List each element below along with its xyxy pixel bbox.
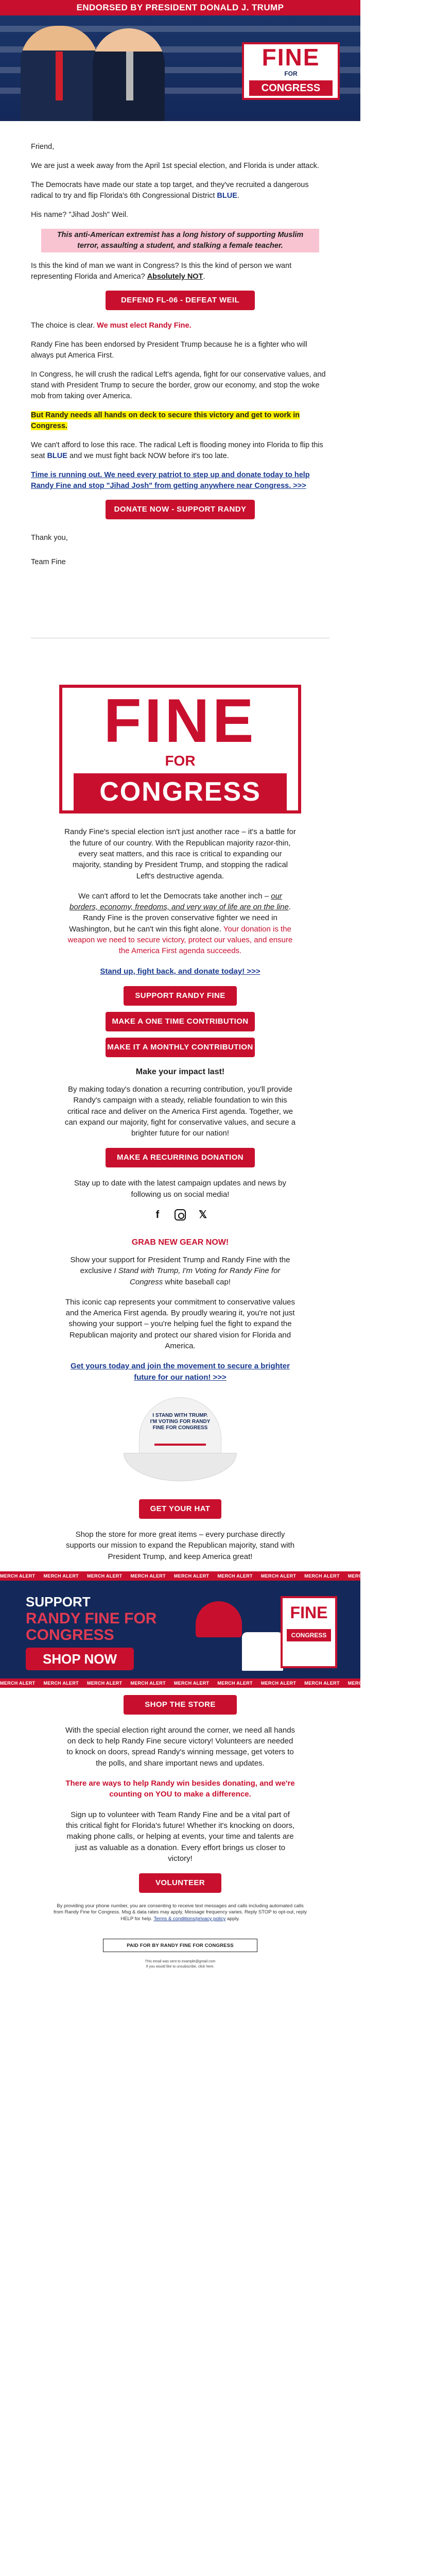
footer-unsubscribe[interactable]: If you would like to unsubscribe, click here. [146, 1965, 215, 1969]
merch-alert: MERCH ALERT [43, 1680, 79, 1686]
fine-for-congress-large-logo [59, 685, 301, 814]
paragraph: This iconic cap represents your commitment to conservative values and the America First agenda. By proudly wearing it, you're not just showing your support – you're helping fuel the fight to expand the Republican majority and protect our shared vision for Florida and America. [65, 1297, 295, 1351]
highlight-pink: This anti-American extremist has a long history of supporting Muslim terror, assaulting a student, and stalking a female teacher. [41, 229, 319, 252]
bold-text: Absolutely NOT [147, 273, 203, 281]
paragraph [64, 966, 296, 977]
red-tie [56, 52, 63, 100]
text: We can't afford to lose this race. The radical Left is flooding money into Florida to flip this seat [31, 441, 323, 461]
donate-link[interactable]: Stand up, fight back, and donate today! >>> [100, 967, 260, 976]
italic-text: I Stand with Trump, I'm Voting for Randy Fine for Congress [114, 1266, 281, 1286]
text: The Democrats have made our state a top target, and they've recruited a dangerous radical to try and flip Florida's 6th Congressional District [31, 181, 309, 200]
store-body [0, 1529, 360, 1562]
logo-fine: FINE [103, 686, 257, 756]
blue-text: BLUE [217, 192, 237, 200]
paragraph [31, 470, 329, 492]
blue-text: BLUE [47, 452, 67, 461]
paragraph [64, 1778, 296, 1800]
merch-shop-now[interactable]: SHOP NOW [26, 1648, 134, 1670]
signature: Team Fine [31, 558, 66, 567]
text: By providing your phone number, you are consenting to receive text messages and calls including automated calls from Randy Fine for Congress. Msg & data rates may apply. Message frequency varies. Reply STOP to opt-out, reply HELP for help. [53, 1903, 307, 1922]
merch-alert: MERCH ALERT [86, 1573, 123, 1579]
gear-body [0, 1255, 360, 1383]
merch-alert: MERCH ALERT [43, 1573, 79, 1579]
red-text: We must elect Randy Fine. [97, 321, 192, 330]
paragraph [64, 1255, 296, 1287]
paragraph: We are just a week away from the April 1st special election, and Florida is under attack. [31, 162, 319, 171]
shop-the-store-button[interactable]: SHOP THE STORE [124, 1695, 237, 1715]
paragraph [31, 180, 329, 201]
merch-support-text: SUPPORT [26, 1594, 91, 1609]
merch-alert-strip-bottom [0, 1679, 427, 1688]
merch-alert: MERCH ALERT [260, 1573, 297, 1579]
merch-alert: MERCH ALERT [304, 1573, 340, 1579]
cap-stripe [154, 1444, 206, 1446]
merch-alert: MERCH ALERT [217, 1680, 253, 1686]
logo-for: FOR [284, 70, 298, 77]
hero-image [0, 15, 360, 121]
merch-alert: MERCH ALERT [347, 1573, 384, 1579]
footer-email: This email was sent to example@gmail.com [145, 1960, 216, 1964]
paragraph: Shop the store for more great items – every purchase directly supports our mission to expand the Republican majority, stand with President Trump, and keep America great! [65, 1530, 295, 1561]
text: The choice is clear. [31, 321, 97, 330]
fine-print [0, 1903, 360, 1922]
impact-body-wrap [0, 1084, 360, 1139]
merch-alert: MERCH ALERT [0, 1680, 36, 1686]
paragraph: His name? "Jihad Josh" Weil. [31, 211, 128, 219]
red-text: Your donation is the weapon we need to secure victory, protect our values, and ensure the America First agenda succeeds. [67, 924, 293, 956]
social-links [0, 1209, 360, 1221]
text: . [203, 273, 205, 281]
merch-alert: MERCH ALERT [391, 1680, 427, 1686]
lower-body [0, 826, 360, 977]
merch-banner[interactable] [0, 1571, 427, 1688]
recurring-donation-button[interactable]: MAKE A RECURRING DONATION [106, 1148, 255, 1167]
stay-wrap [0, 1178, 360, 1200]
logo-congress: CONGRESS [74, 773, 287, 810]
logo-for: FOR [165, 753, 196, 769]
text: . [237, 192, 239, 200]
terms-link[interactable]: Terms & conditions/privacy policy [153, 1916, 226, 1922]
gear-heading: GRAB NEW GEAR NOW! [131, 1238, 229, 1247]
paragraph [31, 261, 329, 282]
impact-paragraph: By making today's donation a recurring contribution, you'll provide Randy's campaign with a steady, reliable foundation to win this critical race and deliver on the America First agenda. Together, we can expand our majority, fight for conservative values, and secure a brighter future for our nation! [64, 1084, 296, 1138]
text: We can't afford to let the Democrats take another inch – [78, 891, 271, 901]
sign-fine: FINE [290, 1603, 328, 1622]
logo-congress: CONGRESS [249, 80, 333, 96]
volunteer-body [0, 1725, 360, 1864]
paragraph [31, 320, 329, 331]
text: apply. [225, 1916, 240, 1922]
support-randy-fine-button[interactable]: SUPPORT RANDY FINE [124, 986, 237, 1006]
merch-alert: MERCH ALERT [130, 1680, 166, 1686]
merch-alert: MERCH ALERT [130, 1573, 166, 1579]
defend-fl06-button[interactable]: DEFEND FL-06 - DEFEAT WEIL [106, 291, 255, 310]
volunteer-button[interactable]: VOLUNTEER [139, 1873, 221, 1893]
paragraph: Sign up to volunteer with Team Randy Fine and be a vital part of this critical fight for Florida's future! Whether it's knocking on doors, making phone calls, or helping at events, your time and talents are just as valuable as a donation. Every effort brings us closer to victory! [65, 1810, 295, 1863]
red-text: There are ways to help Randy win besides donating, and we're counting on YOU to make a difference. [65, 1779, 295, 1799]
get-your-hat-button[interactable]: GET YOUR HAT [139, 1499, 221, 1519]
paragraph [31, 410, 329, 432]
text: . Randy Fine is the proven conservative fighter we need in Washington, but he can't win this fight alone. [69, 903, 291, 934]
merch-hat-image [196, 1601, 242, 1637]
logo-fine: FINE [262, 44, 320, 71]
merch-sign-image [281, 1596, 337, 1668]
donate-link[interactable]: Time is running out. We need every patriot to step up and donate today to help Randy Fine and stop "Jihad Josh" from getting anywhere near Congress. >>> [31, 471, 310, 490]
thanks: Thank you, [31, 534, 68, 543]
paragraph: With the special election right around the corner, we need all hands on deck to help Randy Fine secure victory! Volunteers are needed to knock on doors, spread Randy's winning message, get voters to the polls, and share important news and updates. [65, 1725, 295, 1768]
merch-alert: MERCH ALERT [0, 1573, 36, 1579]
monthly-contribution-button[interactable]: MAKE IT A MONTHLY CONTRIBUTION [106, 1038, 255, 1057]
endorsement-banner: ENDORSED BY PRESIDENT DONALD J. TRUMP [0, 0, 360, 15]
merch-alert: MERCH ALERT [217, 1573, 253, 1579]
cap-text: I STAND WITH TRUMP. I'M VOTING FOR RANDY FINE FOR CONGRESS [150, 1412, 211, 1431]
highlight-yellow: But Randy needs all hands on deck to secure this victory and get to work in Congress. [31, 411, 300, 431]
merch-alert: MERCH ALERT [173, 1680, 210, 1686]
merch-alert-strip [0, 1571, 427, 1581]
paragraph [31, 440, 329, 462]
merch-banner-body [0, 1581, 360, 1679]
text: white baseball cap! [163, 1277, 231, 1286]
paragraph [64, 1361, 296, 1383]
underline-italic-text: our borders, economy, freedoms, and very way of life are on the line [69, 891, 289, 912]
merch-shirt-image [242, 1632, 283, 1671]
x-icon[interactable]: 𝕏 [198, 1209, 207, 1221]
merch-alert: MERCH ALERT [304, 1680, 340, 1686]
paragraph: In Congress, he will crush the radical Left's agenda, fight for our conservative values, and stand with President Trump to secure the border, grow our economy, and stop the woke mob from taking over America. [31, 370, 326, 401]
paragraph: Randy Fine has been endorsed by President Trump because he is a fighter who will always put America First. [31, 341, 307, 360]
one-time-contribution-button[interactable]: MAKE A ONE TIME CONTRIBUTION [106, 1012, 255, 1031]
donate-now-button[interactable]: DONATE NOW - SUPPORT RANDY [106, 500, 255, 519]
merch-name-text: RANDY FINE FOR CONGRESS [26, 1609, 157, 1643]
fine-for-congress-logo [242, 42, 340, 100]
hat-link[interactable]: Get yours today and join the movement to secure a brighter future for our nation! >>> [71, 1362, 290, 1382]
greeting: Friend, [31, 143, 55, 151]
text: Show your support for President Trump and Randy Fine with the exclusive [70, 1256, 290, 1276]
cap-brim [124, 1453, 237, 1481]
intro-paragraph: Randy Fine's special election isn't just another race – it's a battle for the future of our country. With the Republican majority razor-thin, every seat matters, and this race is critical to expanding our majority, standing by President Trump, and stopping the radical Left's destructive agenda. [64, 827, 296, 880]
text: Is this the kind of man we want in Congress? Is this the kind of person we want representing Florida and America? [31, 262, 292, 281]
sign-congress: CONGRESS [287, 1629, 331, 1641]
facebook-icon[interactable]: f [155, 1209, 160, 1221]
paid-for-box: PAID FOR BY RANDY FINE FOR CONGRESS [103, 1939, 257, 1952]
paragraph [64, 891, 296, 957]
merch-alert: MERCH ALERT [86, 1680, 123, 1686]
merch-alert: MERCH ALERT [260, 1680, 297, 1686]
letter-body [0, 121, 360, 586]
impact-heading: Make your impact last! [135, 1067, 225, 1076]
merch-alert: MERCH ALERT [347, 1680, 384, 1686]
merch-alert: MERCH ALERT [391, 1573, 427, 1579]
text: and we must fight back NOW before it's too late. [67, 452, 229, 461]
baseball-cap-image[interactable] [118, 1392, 242, 1490]
social-paragraph: Stay up to date with the latest campaign updates and news by following us on social media! [74, 1179, 286, 1199]
merch-alert: MERCH ALERT [173, 1573, 210, 1579]
instagram-icon[interactable] [175, 1209, 186, 1221]
grey-tie [126, 52, 133, 100]
